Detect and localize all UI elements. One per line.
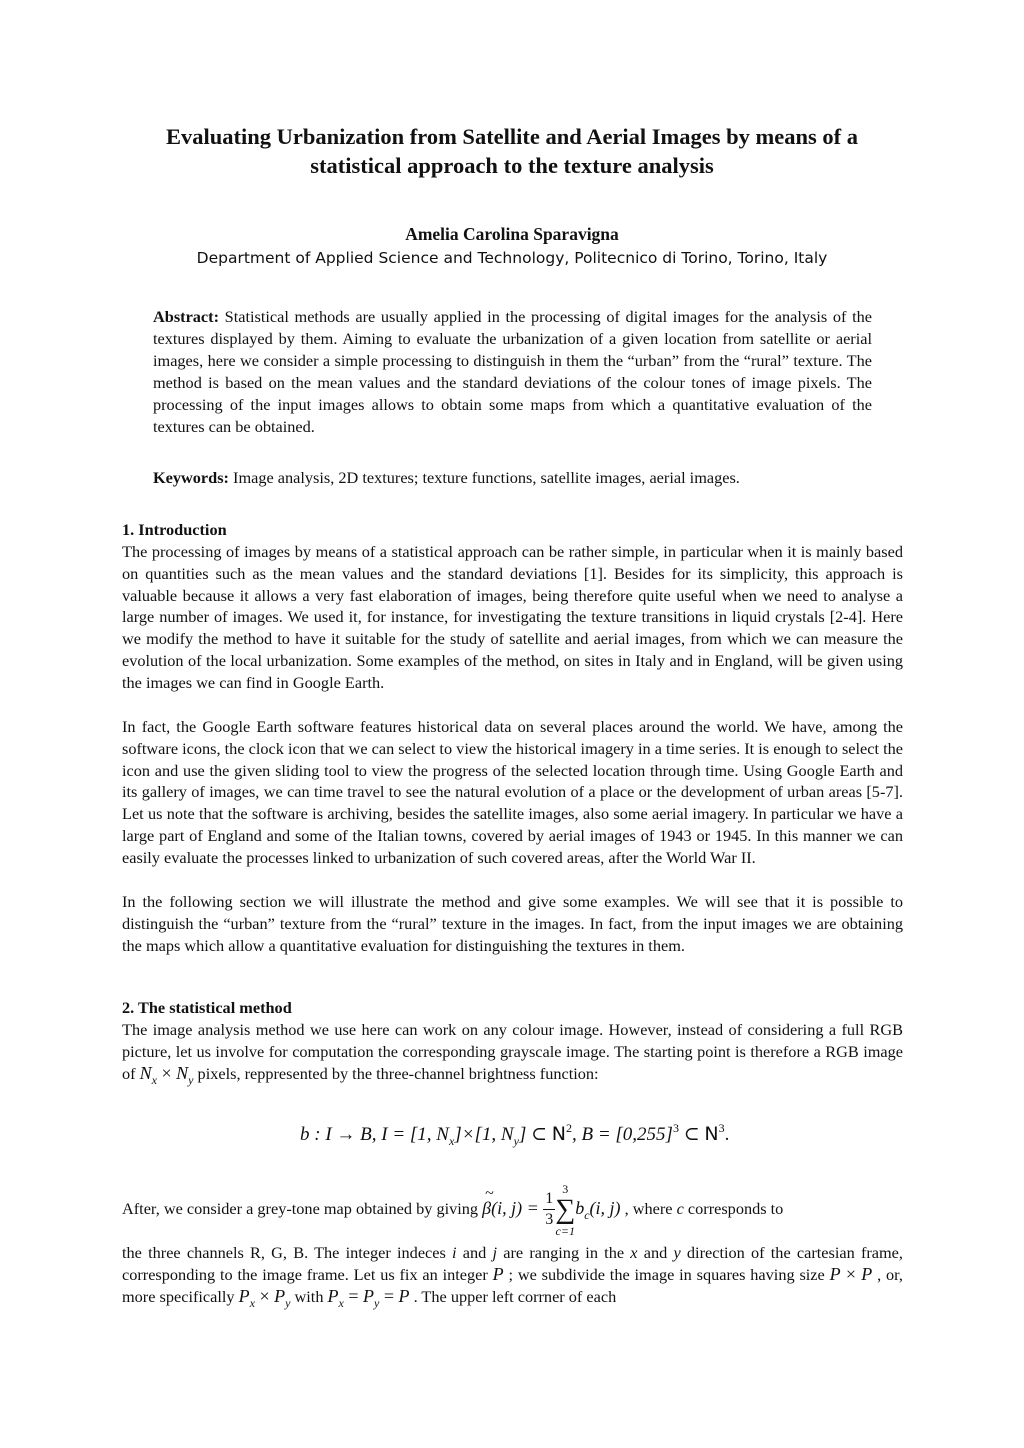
title-line-1: Evaluating Urbanization from Satellite and Aerial Images by means of a bbox=[165, 124, 859, 149]
section-2-paragraph-3: the three channels R, G, B. The integer indeces i and j are ranging in the x and y direction of the cartesian frame, corresponding to the image frame. Let us fix an integer P ; we subdivide the image in squares having size P × P , or, more specifically $P_x \times P_y$ with $P_x = P_y = P$ . The upper left corrner of each bbox=[122, 1243, 903, 1310]
keywords-label: Keywords: bbox=[153, 468, 229, 487]
section-1-paragraph-2: In fact, the Google Earth software features historical data on several places around the world. We have, among the software icons, the clock icon that we can select to view the historical imagery in a time series. It is enough to select the icon and use the given sliding tool to view the progress of the selected location through time. Using Google Earth and its gallery of images, we can time travel to see the natural evolution of a place or the development of urban areas [5-7]. Let us note that the software is archiving, besides the satellite images, also some aerial imagery. In particular we have a large part of England and some of the Italian towns, covered by aerial images of 1943 or 1945. In this manner we can easily evaluate the processes linked to urbanization of such covered areas, after the World War II. bbox=[122, 717, 903, 867]
section-2-paragraph-2: After, we consider a grey-tone map obtained by giving ~ β(i, j) = $\frac{1}{3}$ 3 ∑ c=1 $b_c(i$, j) , where c corresponds to bbox=[122, 1178, 903, 1245]
keywords-text: Image analysis, 2D textures; texture functions, satellite images, aerial images. bbox=[228, 468, 740, 487]
grey-tone-formula: ~ β(i, j) = $\frac{1}{3}$ 3 ∑ c=1 $b_c(i$, j) bbox=[482, 1198, 620, 1218]
equation-brightness-function: b : I → B, I = [1, $N_x]\times[1$, $N_y$] ⊂ $N^2$, $B = [0,255]^3$ ⊂ $N^3$. bbox=[300, 1121, 730, 1148]
section-2-heading: 2. The statistical method bbox=[122, 998, 292, 1017]
abstract bbox=[153, 306, 872, 438]
square-size-xy-formula: $P_x \times P_y$ bbox=[238, 1285, 291, 1310]
section-1-paragraph-3: In the following section we will illustrate the method and give some examples. We will see that it is possible to distinguish the “urban” texture from the “rural” texture in the images. In fact, from the input images we are obtaining the maps which allow a quantitative evaluation for distinguishing the textures in them. bbox=[122, 892, 903, 955]
square-equality-formula: $P_x = P_y = P$ bbox=[327, 1285, 410, 1310]
image-size-formula: $N_x \times N_y$ bbox=[139, 1062, 194, 1087]
abstract-text: Statistical methods are usually applied in the processing of digital images for the analysis of the textures displayed by them. Aiming to evaluate the urbanization of a given location from satellite or aerial images, here we consider a simple processing to distinguish in them the “urban” from the “rural” texture. The method is based on the mean values and the standard deviations of the colour tones of image pixels. The processing of the input images allows to obtain some maps from which a quantitative evaluation of the textures can be obtained. bbox=[153, 307, 872, 436]
square-size-formula: P × P bbox=[829, 1263, 873, 1284]
author-name: Amelia Carolina Sparavigna bbox=[405, 224, 619, 244]
section-1-paragraph-1: The processing of images by means of a statistical approach can be rather simple, in particular when it is mainly based on quantities such as the mean values and the standard deviations [1]. Besides for its simplicity, this approach is valuable because it allows a very fast elaboration of images, being therefore quite useful when we need to analyse a large number of images. We used it, for instance, for investigating the texture transitions in liquid crystals [2-4]. Here we modify the method to have it suitable for the study of satellite and aerial images, from which we can measure the evolution of the local urbanization. Some examples of the method, on sites in Italy and in England, will be given using the images we can find in Google Earth. bbox=[122, 542, 903, 692]
keywords bbox=[153, 467, 872, 489]
paper-title bbox=[100, 122, 924, 180]
beta-tilde-symbol: ~ β bbox=[482, 1178, 491, 1238]
section-2-paragraph-1: The image analysis method we use here can work on any colour image. However, instead of considering a full RGB picture, let us involve for computation the corresponding grayscale image. The starting point is therefore a RGB image of $N_x \times N_y$ pixels, reppresented by the three-channel brightness function: bbox=[122, 1020, 903, 1087]
abstract-label: Abstract: bbox=[153, 307, 220, 326]
author-affiliation: Department of Applied Science and Technology, Politecnico di Torino, Torino, Italy bbox=[196, 249, 828, 267]
title-line-2: statistical approach to the texture analysis bbox=[310, 153, 714, 178]
one-third-fraction: $\frac{1}{3}$ bbox=[545, 1190, 554, 1229]
sum-symbol: 3 ∑ c=1 bbox=[555, 1181, 576, 1238]
section-1-heading: 1. Introduction bbox=[122, 520, 227, 539]
